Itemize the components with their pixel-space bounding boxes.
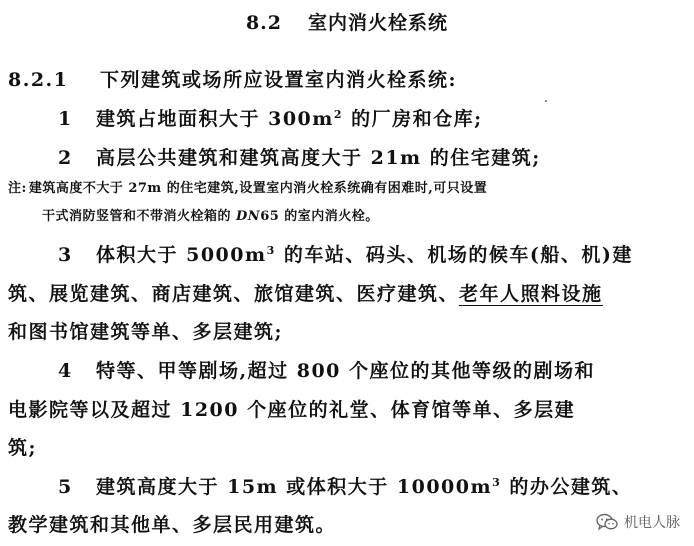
item-3-underlined-text: 老年人照料设施 — [459, 283, 603, 305]
item-3-text-1-pre: 体积大于 5000m — [96, 244, 267, 266]
clause-intro: 下列建筑或场所应设置室内消火栓系统: — [100, 69, 458, 91]
item-3-text-1-post: 的车站、码头、机场的候车(船、机)建 — [275, 244, 633, 266]
item-2 — [8, 145, 686, 171]
item-5-line-2 — [8, 512, 686, 538]
item-3-number: 3 — [58, 244, 73, 266]
item-3-line-2 — [8, 281, 686, 307]
section-number: 8.2 — [245, 12, 283, 34]
item-4-line-1 — [8, 358, 686, 384]
item-5-line-1 — [8, 474, 686, 500]
wechat-icon — [596, 513, 618, 531]
note-text-2-pre: 干式消防竖管和不带消火栓箱的 — [42, 209, 237, 224]
note-text-2-post: 65 的室内消火栓。 — [260, 209, 379, 224]
section-title-text: 室内消火栓系统 — [308, 12, 449, 34]
item-2-text: 高层公共建筑和建筑高度大于 21m 的住宅建筑; — [96, 147, 541, 169]
item-4-text-2: 电影院等以及超过 1200 个座位的礼堂、体育馆等单、多层建 — [8, 399, 576, 421]
item-4-line-2 — [8, 397, 686, 423]
note-line-1 — [8, 179, 686, 199]
item-2-number: 2 — [58, 147, 73, 169]
item-1-superscript: 2 — [333, 108, 344, 121]
item-1-text-post: 的厂房和仓库; — [343, 108, 483, 130]
watermark-text: 机电人脉 — [624, 515, 680, 531]
item-4-text-1: 特等、甲等剧场,超过 800 个座位的其他等级的剧场和 — [96, 360, 596, 382]
clause-number: 8.2.1 — [8, 69, 69, 91]
note-label: 注: — [8, 181, 27, 196]
item-1 — [8, 106, 686, 132]
item-3-text-3: 和图书馆建筑等单、多层建筑; — [8, 321, 284, 343]
item-1-number: 1 — [58, 108, 73, 130]
item-5-superscript: 3 — [492, 476, 502, 489]
item-3-line-3 — [8, 319, 686, 345]
note-text-2-italic: DN — [236, 209, 261, 224]
section-heading — [0, 8, 694, 35]
item-4-line-3 — [8, 435, 686, 461]
item-5-text-1-post: 的办公建筑、 — [501, 476, 633, 498]
clause-line — [8, 67, 686, 93]
item-3-text-2-pre: 筑、展览建筑、商店建筑、旅馆建筑、医疗建筑、 — [8, 283, 460, 305]
item-4-text-3: 筑; — [8, 437, 38, 459]
scan-speck — [545, 100, 547, 102]
note-text-1: 建筑高度不大于 27m 的住宅建筑,设置室内消火栓系统确有困难时,可只设置 — [28, 181, 488, 196]
watermark — [596, 508, 680, 536]
item-1-text-pre: 建筑占地面积大于 300m — [96, 108, 334, 130]
note-line-2 — [8, 207, 686, 227]
item-3-line-1 — [8, 242, 686, 268]
item-5-text-2: 教学建筑和其他单、多层民用建筑。 — [8, 514, 337, 536]
item-5-number: 5 — [58, 476, 73, 498]
item-3-superscript: 3 — [266, 244, 276, 257]
item-5-text-1-pre: 建筑高度大于 15m 或体积大于 10000m — [96, 476, 493, 498]
item-4-number: 4 — [58, 360, 73, 382]
